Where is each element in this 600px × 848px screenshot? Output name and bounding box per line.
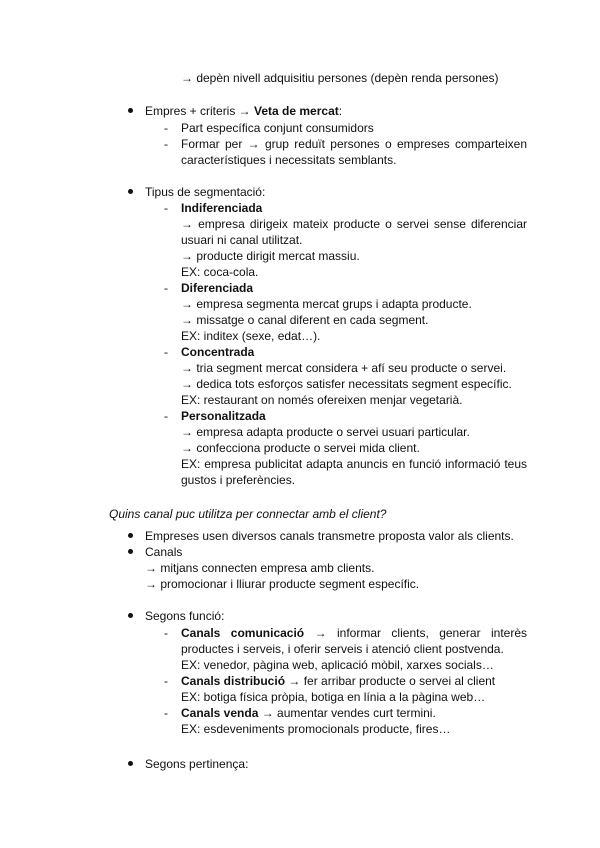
sub-line: característiques i necessitats semblants.: [181, 153, 397, 167]
type-line: → producte dirigit mercat massiu.: [181, 249, 360, 263]
list-item-veta: [145, 104, 342, 118]
canal-title: Canals venda: [181, 706, 259, 720]
list-item-segons-funcio: Segons funció:: [145, 609, 225, 623]
bullet: [128, 108, 133, 113]
type-line: → confecciona producte o servei mida client.: [181, 441, 420, 455]
type-line: gustos i preferències.: [181, 473, 296, 487]
dash: -: [164, 201, 168, 215]
dash: -: [164, 281, 168, 295]
canal-distribucio-line: [181, 674, 495, 688]
type-line: → empresa segmenta mercat grups i adapta producte.: [181, 297, 472, 311]
canal-line: EX: botiga física pròpia, botiga en línia a la pàgina web…: [181, 690, 486, 704]
list-item-segons-pertinenca: Segons pertinença:: [145, 757, 249, 771]
canals-line: → promocionar i lliurar producte segment específic.: [145, 577, 420, 591]
sub-line: Part específica conjunt consumidors: [181, 121, 374, 135]
type-line: EX: inditex (sexe, edat…).: [181, 329, 321, 343]
type-line: EX: empresa publicitat adapta anuncis en funció informació teus: [181, 457, 527, 471]
type-title-diferenciada: Diferenciada: [181, 281, 254, 295]
type-line: EX: restaurant on només ofereixen menjar vegetarià.: [181, 393, 463, 407]
bullet: [128, 549, 133, 554]
type-line: usuari ni canal utilitzat.: [181, 233, 303, 247]
bullet: [128, 189, 133, 194]
type-line: → dedica tots esforços satisfer necessitats segment específic.: [181, 377, 512, 391]
item-colon: :: [338, 104, 343, 118]
bullet: [128, 613, 133, 618]
type-line: EX: coca-cola.: [181, 265, 259, 279]
type-line: → missatge o canal diferent en cada segment.: [181, 313, 429, 327]
item-label: Empres + criteris →: [145, 104, 251, 118]
type-line: → empresa adapta producte o servei usuari particular.: [181, 425, 470, 439]
canal-line: EX: esdeveniments promocionals producte, fires…: [181, 722, 451, 736]
canal-desc: → aumentar vendes curt termini.: [261, 706, 436, 720]
section-question: Quins canal puc utilitza per connectar amb el client?: [109, 507, 387, 521]
item-term: Veta de mercat: [254, 104, 339, 118]
continuation-line: → depèn nivell adquisitiu persones (depèn renda persones): [181, 71, 499, 85]
list-item-tipus: Tipus de segmentació:: [145, 185, 266, 199]
dash: -: [164, 626, 168, 640]
dash: -: [164, 674, 168, 688]
type-title-indiferenciada: Indiferenciada: [181, 201, 263, 215]
dash: -: [164, 345, 168, 359]
canal-line: productes i serveis, i oferir serveis i atenció client postvenda.: [181, 642, 504, 656]
type-title-personalitzada: Personalitzada: [181, 409, 266, 423]
list-item-canals-intro: Empreses usen diversos canals transmetre proposta valor als clients.: [145, 529, 514, 543]
canal-title: Canals comunicació: [181, 626, 305, 640]
list-item-canals: Canals: [145, 545, 183, 559]
sub-line: Formar per → grup reduït persones o empreses comparteixen: [181, 137, 527, 151]
bullet: [128, 761, 133, 766]
canal-line: EX: venedor, pàgina web, aplicació mòbil, xarxes socials…: [181, 658, 494, 672]
canal-desc: → informar clients, generar interès: [314, 626, 528, 640]
dash: -: [164, 121, 168, 135]
type-line: → empresa dirigeix mateix producte o servei sense diferenciar: [181, 217, 527, 231]
canals-line: → mitjans connecten empresa amb clients.: [145, 561, 375, 575]
dash: -: [164, 409, 168, 423]
type-line: → tria segment mercat considera + afí seu producte o servei.: [181, 361, 507, 375]
type-title-concentrada: Concentrada: [181, 345, 255, 359]
canal-title: Canals distribució: [181, 674, 286, 688]
canal-comunicacio-line: [181, 626, 527, 640]
bullet: [128, 533, 133, 538]
dash: -: [164, 706, 168, 720]
dash: -: [164, 137, 168, 151]
canal-desc: → fer arribar producte o servei al client: [288, 674, 496, 688]
canal-venda-line: [181, 706, 436, 720]
